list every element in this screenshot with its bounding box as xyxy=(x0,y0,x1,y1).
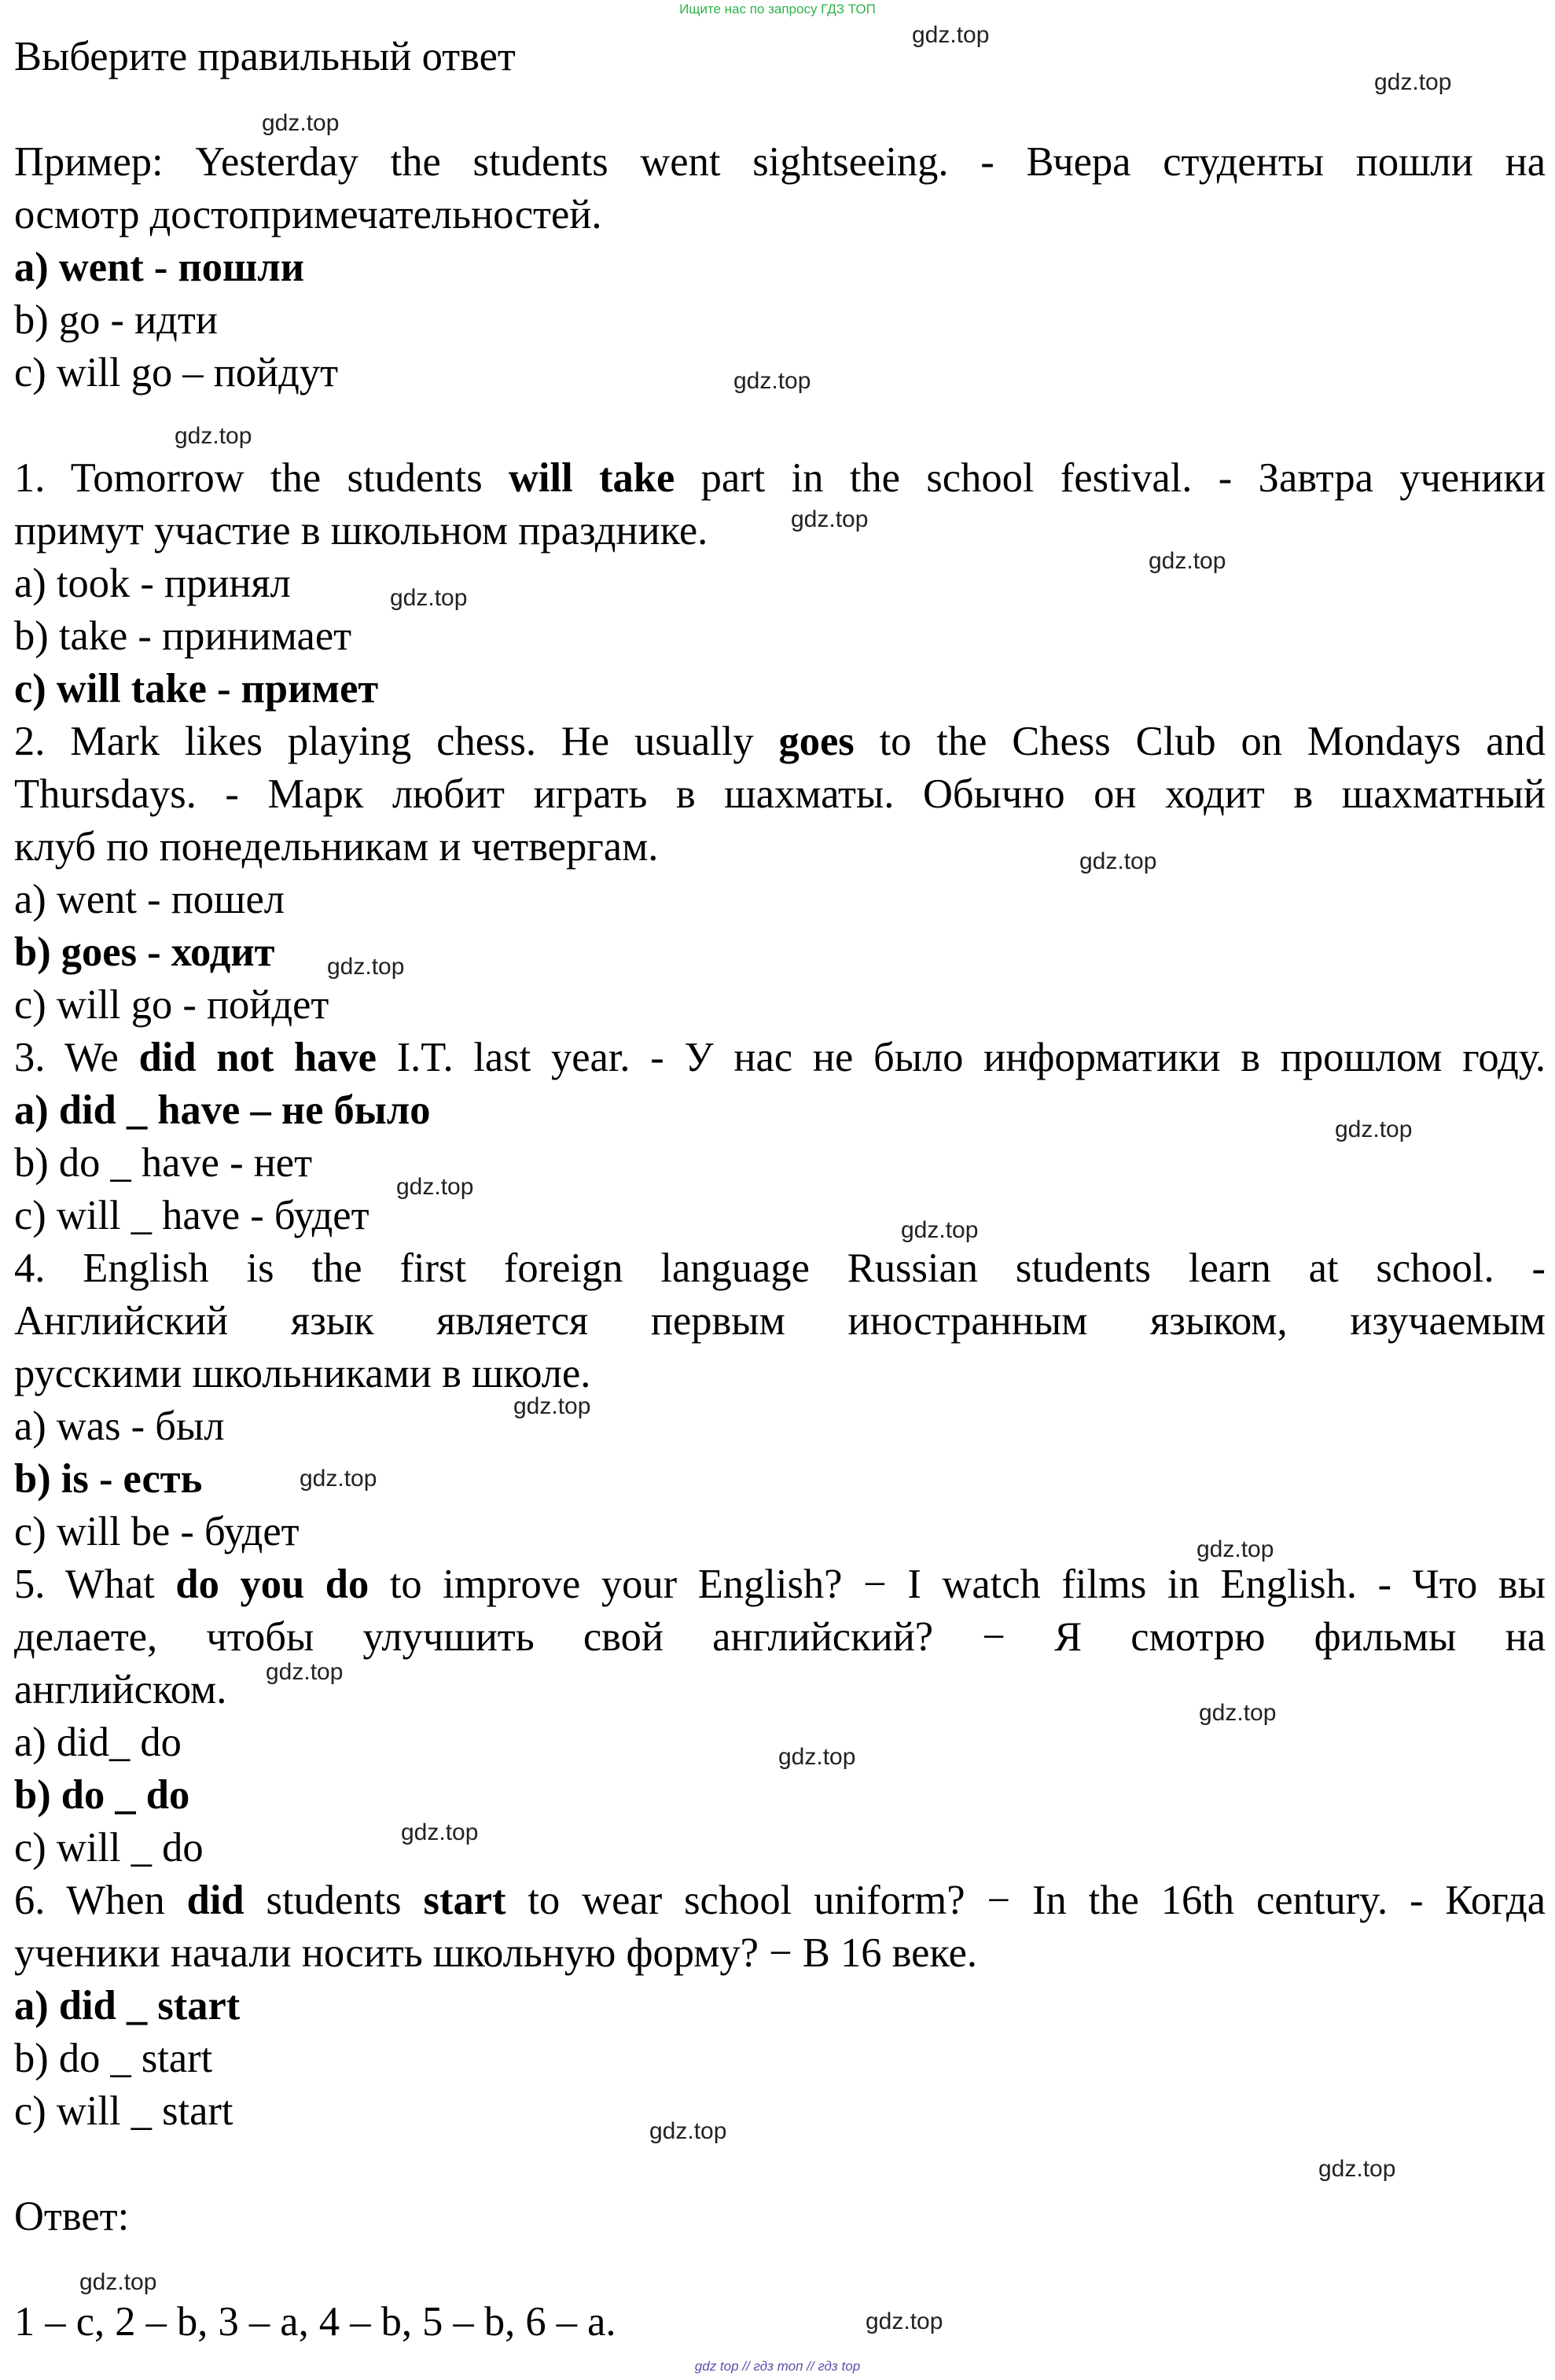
watermark: gdz.top xyxy=(791,506,869,532)
question-5-line-2: делаете, чтобы улучшить свой английский? − Я смотрю фильмы на xyxy=(14,1614,1546,1660)
question-4-option-a: a) was - был xyxy=(14,1403,225,1449)
watermark: gdz.top xyxy=(390,585,468,611)
watermark: gdz.top xyxy=(1374,69,1452,95)
watermark: gdz.top xyxy=(1335,1116,1413,1142)
question-2-option-c: c) will go - пойдет xyxy=(14,982,329,1028)
watermark: gdz.top xyxy=(866,2308,943,2334)
watermark: gdz.top xyxy=(778,1744,856,1770)
question-6-option-b: b) do _ start xyxy=(14,2036,213,2081)
watermark: gdz.top xyxy=(1149,548,1226,574)
watermark: gdz.top xyxy=(79,2269,157,2295)
watermark: gdz.top xyxy=(733,368,811,394)
question-2-option-a: a) went - пошел xyxy=(14,877,285,922)
question-3-option-b: b) do _ have - нет xyxy=(14,1140,313,1186)
question-5-option-b: b) do _ do xyxy=(14,1772,190,1818)
bottom-banner: gdz top // гдз топ // гдз top xyxy=(694,2359,861,2374)
question-3-option-c: c) will _ have - будет xyxy=(14,1193,369,1238)
watermark: gdz.top xyxy=(266,1659,344,1685)
example-line-1: Пример: Yesterday the students went sightseeing. - Вчера студенты пошли на xyxy=(14,139,1546,185)
question-1-line-1: 1. Tomorrow the students will take part in the school festival. - Завтра ученики xyxy=(14,455,1546,501)
question-2-line-3: клуб по понедельникам и четвергам. xyxy=(14,824,659,870)
question-1-line-2: примут участие в школьном празднике. xyxy=(14,508,708,554)
answer-label: Ответ: xyxy=(14,2194,130,2239)
question-4-option-c: c) will be - будет xyxy=(14,1509,300,1554)
example-option-a: a) went - пошли xyxy=(14,245,305,290)
example-option-b: b) go - идти xyxy=(14,297,218,343)
question-4-line-2: Английский язык является первым иностранным языком, изучаемым xyxy=(14,1298,1546,1344)
watermark: gdz.top xyxy=(175,423,252,449)
question-5-line-1: 5. What do you do to improve your English? − I watch films in English. - Что вы xyxy=(14,1562,1546,1607)
question-2-line-1: 2. Mark likes playing chess. He usually goes to the Chess Club on Mondays and xyxy=(14,719,1546,764)
question-4-line-3: русскими школьниками в школе. xyxy=(14,1351,591,1396)
example-line-2: осмотр достопримечательностей. xyxy=(14,192,602,237)
question-4-option-b: b) is - есть xyxy=(14,1456,203,1502)
watermark: gdz.top xyxy=(327,954,405,980)
watermark: gdz.top xyxy=(1197,1536,1274,1562)
question-5-option-c: c) will _ do xyxy=(14,1825,204,1871)
question-1-option-c: c) will take - примет xyxy=(14,666,379,712)
top-banner: Ищите нас по запросу ГДЗ ТОП xyxy=(679,2,876,17)
watermark: gdz.top xyxy=(901,1217,979,1243)
answer-text: 1 – c, 2 – b, 3 – a, 4 – b, 5 – b, 6 – a. xyxy=(14,2299,616,2345)
watermark: gdz.top xyxy=(1079,848,1157,874)
question-6-option-c: c) will _ start xyxy=(14,2088,233,2134)
watermark: gdz.top xyxy=(396,1174,474,1200)
task-title: Выберите правильный ответ xyxy=(14,34,516,79)
question-2-option-b: b) goes - ходит xyxy=(14,929,275,975)
watermark: gdz.top xyxy=(649,2118,727,2144)
watermark: gdz.top xyxy=(300,1466,377,1492)
question-3-option-a: a) did _ have – не было xyxy=(14,1087,431,1133)
example-option-c: c) will go – пойдут xyxy=(14,350,339,395)
watermark: gdz.top xyxy=(401,1819,479,1845)
question-6-line-2: ученики начали носить школьную форму? − В 16 веке. xyxy=(14,1930,978,1976)
watermark: gdz.top xyxy=(262,110,340,136)
watermark: gdz.top xyxy=(912,22,990,48)
question-6-option-a: a) did _ start xyxy=(14,1983,241,2029)
question-4-line-1: 4. English is the first foreign language Russian students learn at school. - xyxy=(14,1245,1546,1291)
question-5-option-a: a) did_ do xyxy=(14,1720,182,1765)
question-3-line-1: 3. We did not have I.T. last year. - У нас не было информатики в прошлом году. xyxy=(14,1035,1546,1080)
question-5-line-3: английском. xyxy=(14,1667,227,1712)
question-6-line-1: 6. When did students start to wear school uniform? − In the 16th century. - Когда xyxy=(14,1878,1546,1923)
watermark: gdz.top xyxy=(1199,1700,1277,1726)
question-1-option-a: a) took - принял xyxy=(14,561,291,606)
question-2-line-2: Thursdays. - Марк любит играть в шахматы. Обычно он ходит в шахматный xyxy=(14,771,1546,817)
watermark: gdz.top xyxy=(1318,2156,1396,2182)
question-1-option-b: b) take - принимает xyxy=(14,613,352,659)
watermark: gdz.top xyxy=(513,1393,591,1419)
